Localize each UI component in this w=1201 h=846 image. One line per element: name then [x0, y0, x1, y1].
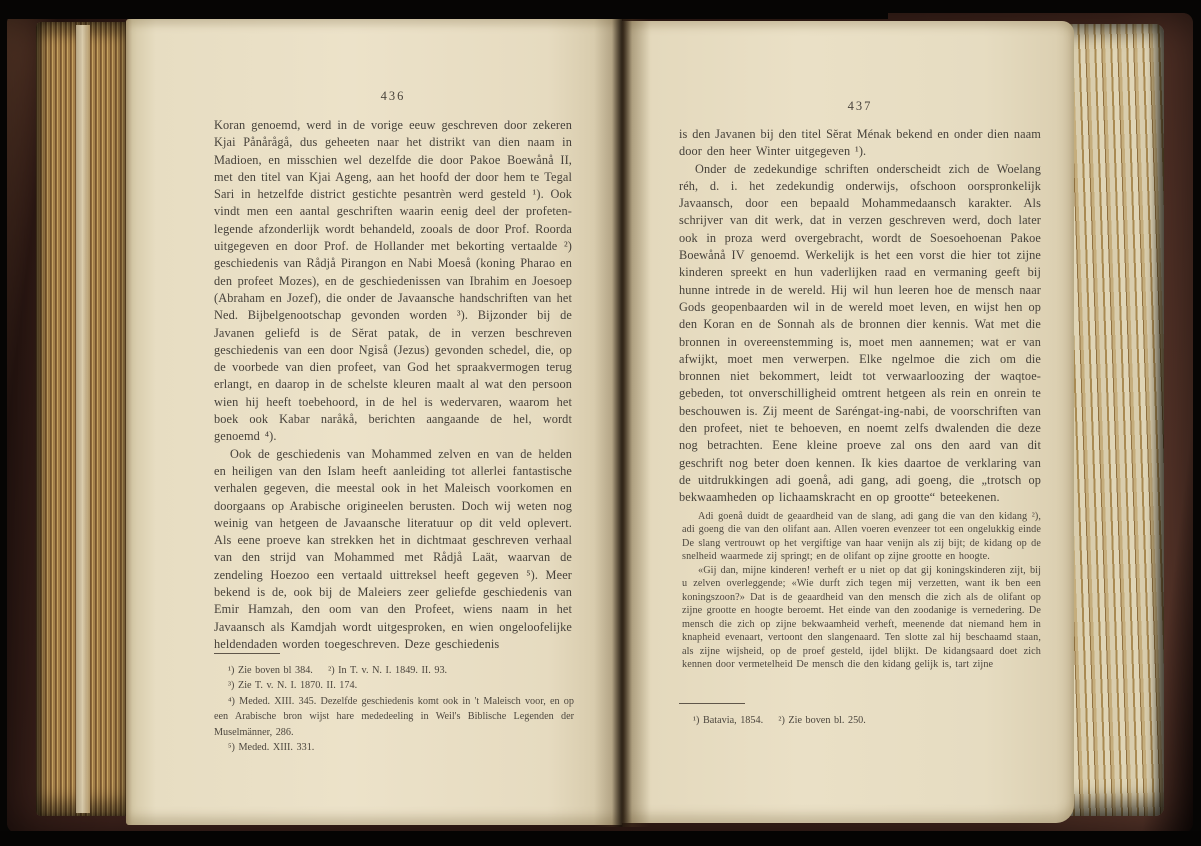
footnote: ⁵) Meded. XIII. 331. [228, 742, 315, 754]
footnote: ¹) Zie boven bl 384. ²) In T. v. N. I. 1849. II. 93. [228, 665, 448, 676]
left-paragraph-1: Koran genoemd, werd in de vorige eeuw geschreven door zekeren Kjai Pånårågå, dus geheeten naar het distrikt van dien naam in Madioen, en misschien wel dezelfde die door Pakoe Boewånå II, met den titel van Kjai Ageng, aan het hoofd der door hem te Tegal Sari in hetzelfde district gestichte pesantrèn werd gesteld ¹). Ook vindt men een aantal geschriften waarin eenig deel der profeten-legende afzonderlijk wordt behandeld, zooals de door Prof. Roorda uitgegeven en door Prof. de Hollander met bekorting vertaalde ²) geschiedenis van Rådjå Pirangon en Nabi Moeså (koning Pharao en den profeet Mozes), en de geschiedenissen van Ibrahim en Joesoep (Abraham en Jozef), die onder de Javaansche handschriften van het Ned. Bijbelgenootschap gevonden worden ³). Bijzonder bij de Javanen geliefd is de Sĕrat patak, de in verzen beschreven geschiedenis van een door Ngiså (Jezus) gevonden schedel, die, op de voorbede van dien profeet, van God het spraakvermogen terug erlangt, en daarop in de schelste kleuren maalt al wat den persoon wien hij heeft toebehoord, in de hel is wedervaren, waarom het boek ook Kabar naråkå, berichten aangaande de hel, wordt genoemd ⁴). [214, 118, 572, 444]
page-number-left: 436 [380, 89, 406, 103]
left-footnotes [214, 653, 574, 755]
left-paragraph-2: Ook de geschiedenis van Mohammed zelven en van de helden en heiligen van den Islam heeft aanleiding tot allerlei fantastische verhalen gegeven, die meestal ook in het Maleisch voorkomen en doorgaans op Arabische origineelen berusten. Doch wij weten nog weinig van hetgeen de Javaansche literatuur op dit veld oplevert. Als eene proeve kan strekken het in dichtmaat geschreven verhaal van den strijd van Mohammed met Rådjå Laät, waarvan de zendeling Hoezoo een vertaald uittreksel heeft gegeven ⁵). Meer bekend is de, ook bij de Maleiers zeer geliefde geschiedenis van Emir Hamzah, den oom van den Profeet, wiens naam in het Javaansch als Kamdjah wordt uitgesproken, en wien ongeloofelijke heldendaden worden toegeschreven. Deze geschiedenis [214, 446, 572, 651]
right-footnotes [679, 703, 1041, 728]
right-quote-paragraph-1: Adi goenå duidt de geaardheid van de slang, adi gang die van den kidang ²), adi goeng die van den olifant aan. Allen voeren evenzeer tot een ongelukkig einde De slang vertrouwt op het vergiftige van haar venijn als zij bijt; de kidang op de snelheid waarmede zij springt; en de olifant op zijne grootte en hoogte. [682, 510, 1041, 563]
footnote: ³) Zie T. v. N. I. 1870. II. 174. [228, 680, 358, 692]
page-number-right: 437 [847, 99, 873, 113]
footnote: ⁴) Meded. XIII. 345. Dezelfde geschiedenis komt ook in 't Maleisch voor, en op een Arabische bron wijst hare mededeeling in Weil's Biblische Legenden der Muselmänner, 286. [214, 695, 574, 738]
footnote-divider-right [679, 703, 745, 704]
right-quote-paragraph-2: «Gij dan, mijne kinderen! verheft er u niet op dat gij koningskinderen zijt, bij u zelven overleggende; «Wie durft zich tegen mij verzetten, want ik ben een koningszoon?» Dat is de geaardheid van den mensch die zich als de olifant op zijne grootte en hoogte beroemt. Het einde van den zoodanige is vernedering. De mensch die zich op zijne bekwaamheid verheft, meenende dat niemand hem in knapheid evenaart, vertoont den slangenaard. Ten slotte zal hij beschaamd staan, als zijne wijsheid, op de proef gesteld, ijdel blijkt. De kidangsaard doet zich kennen door vermetelheid De mensch die den kidang gelijk is, tart zijne [682, 564, 1041, 671]
right-page-content [679, 99, 1041, 672]
page-edge-highlight [76, 25, 90, 813]
left-page [126, 19, 622, 825]
top-shadow [0, 0, 888, 19]
footnote: ¹) Batavia, 1854. ²) Zie boven bl. 250. [693, 715, 866, 726]
right-paragraph-1: is den Javanen bij den titel Sĕrat Ménak bekend en onder dien naam door den heer Winter uitgegeven ¹). [679, 127, 1041, 159]
right-paragraph-2: Onder de zedekundige schriften onderscheidt zich de Woelang réh, d. i. het zedekundig onderwijs, ofschoon oorspronkelijk Javaansch, door een bepaald Mohammedaansch karakter. Als schrijver van dit werk, dat in verzen geschreven werd, doch later ook in proza werd overgebracht, wordt de Soesoehoenan Pakoe Boewånå IV genoemd. Werkelijk is het een vorst die hier tot zijne kinderen spreekt en hun vaderlijken raad en vermaning geeft bij hunne intrede in de wereld. Hij wil hun leeren hoe de mensch naar Gods geopenbaarden wil in de wereld moet leven, en wijst hen op den Koran en de Sonnah als de bronnen dier kennis. Wat met die bronnen in overeenstemming is, moet men aannemen; wat er van afwijkt, moet men verwerpen. Elke ngelmoe die zich om die bronnen niet bekommert, leidt tot verwaarloozing der waqtoe-gebeden, tot onverschilligheid omtrent hetgeen als rein en onrein te beschouwen is. Zij meent de Saréngat-ing-nabi, de voorschriften van den profeet, niet te behoeven, en noemt zelfs dwalenden die deze nog betrachten. Eene kleine proeve zal ons den aard van dit geschrift nog beter doen kennen. Ik kies daartoe de verklaring van de uitdrukkingen adi goenå, adi gang, adi goeng, die „trotsch op bekwaamheden op lichaamskracht en op grootte“ beteekenen. [679, 161, 1041, 505]
footnote-divider-left [214, 653, 280, 654]
right-page [622, 21, 1074, 823]
left-page-content [214, 89, 572, 653]
bottom-shadow [0, 831, 1201, 846]
